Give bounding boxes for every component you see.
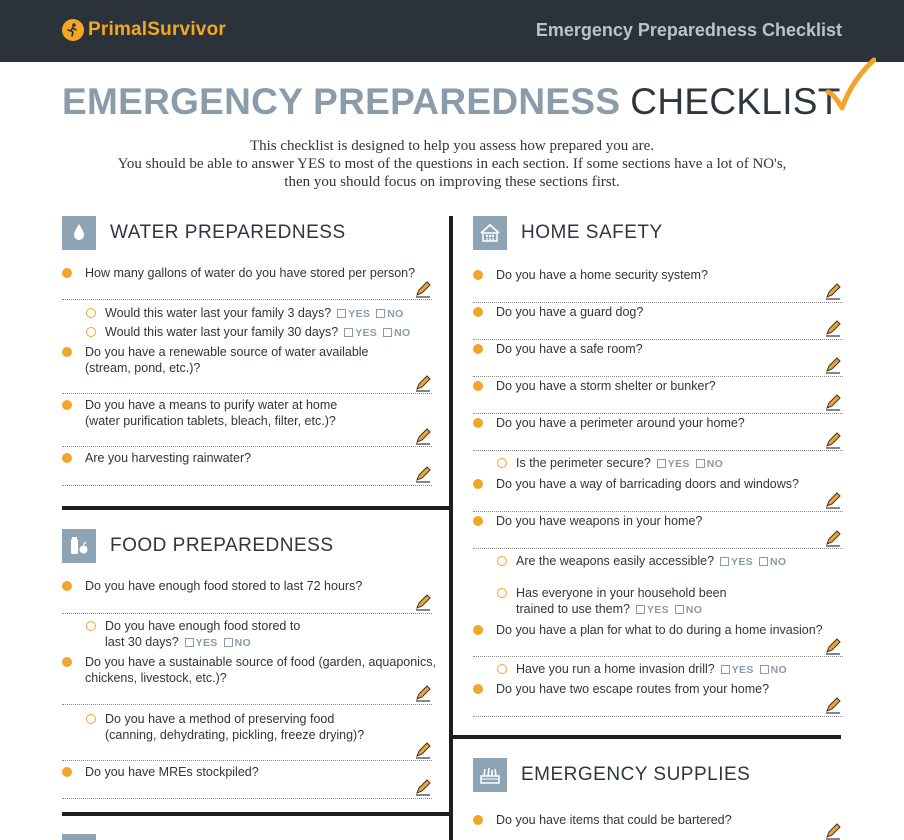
yes-checkbox[interactable] xyxy=(344,328,353,337)
answer-line xyxy=(62,704,432,705)
bullet-dot xyxy=(473,684,483,694)
pencil-icon[interactable] xyxy=(414,427,432,445)
question-line: (stream, pond, etc.)? xyxy=(85,361,201,375)
home-section-title: HOME SAFETY xyxy=(521,222,663,243)
intro-line: then you should focus on improving these sections first. xyxy=(284,174,620,190)
sub-question xyxy=(516,661,787,678)
answer-line xyxy=(62,299,432,300)
answer-line xyxy=(473,376,843,377)
sub-question-text: Would this water last your family 3 days? xyxy=(105,306,332,320)
pencil-icon[interactable] xyxy=(414,741,432,759)
bullet-dot xyxy=(62,767,72,777)
question-line: (water purification tablets, bleach, filter, etc.)? xyxy=(85,414,336,428)
sub-question-text: Would this water last your family 30 days? xyxy=(105,325,339,339)
pencil-icon[interactable] xyxy=(414,684,432,702)
water-section-title: WATER PREPAREDNESS xyxy=(110,222,346,243)
question xyxy=(85,344,369,376)
bullet-dot xyxy=(473,270,483,280)
supplies-section-header xyxy=(473,758,750,792)
question: How many gallons of water do you have stored per person? xyxy=(85,266,416,280)
water-section-header xyxy=(62,216,346,250)
no-label: NO xyxy=(706,458,724,470)
top-bar xyxy=(0,0,904,62)
bullet-dot xyxy=(473,307,483,317)
answer-line xyxy=(473,511,843,512)
yes-checkbox[interactable] xyxy=(657,459,666,468)
yes-checkbox[interactable] xyxy=(185,638,194,647)
no-checkbox[interactable] xyxy=(376,309,385,318)
question: Do you have MREs stockpiled? xyxy=(85,765,259,779)
question: Are you harvesting rainwater? xyxy=(85,451,252,465)
logo[interactable] xyxy=(62,16,226,44)
intro-line: You should be able to answer YES to most of the questions in each section. If some sections have a lot of NO's, xyxy=(117,156,787,172)
sub-question xyxy=(105,711,364,743)
answer-line xyxy=(473,716,843,717)
question: Do you have a guard dog? xyxy=(496,305,644,319)
pencil-icon[interactable] xyxy=(414,280,432,298)
sub-question-text: trained to use them? xyxy=(516,602,630,616)
no-label: NO xyxy=(685,604,703,616)
bullet-ring xyxy=(86,327,96,337)
answer-line xyxy=(473,548,843,549)
no-checkbox[interactable] xyxy=(760,665,769,674)
answer-line xyxy=(62,393,432,394)
bullet-ring xyxy=(497,588,507,598)
yes-checkbox[interactable] xyxy=(720,557,729,566)
question: Do you have a perimeter around your home? xyxy=(496,416,745,430)
question: Do you have two escape routes from your home? xyxy=(496,682,770,696)
yes-checkbox[interactable] xyxy=(337,309,346,318)
no-checkbox[interactable] xyxy=(696,459,705,468)
sub-question-text: Do you have a method of preserving food xyxy=(105,712,335,726)
yes-checkbox[interactable] xyxy=(721,665,730,674)
section-divider xyxy=(453,735,841,739)
bullet-ring xyxy=(497,556,507,566)
bullet-dot xyxy=(62,268,72,278)
sub-question xyxy=(105,618,300,651)
sub-question-text: Is the perimeter secure? xyxy=(516,456,651,470)
yes-label: YES xyxy=(667,458,690,470)
pencil-icon[interactable] xyxy=(824,822,842,840)
supplies-section-title: EMERGENCY SUPPLIES xyxy=(521,764,751,785)
sub-question xyxy=(516,553,786,570)
pencil-icon[interactable] xyxy=(414,593,432,611)
runner-icon xyxy=(62,19,84,41)
question: Do you have items that could be bartered? xyxy=(496,813,732,827)
no-label: NO xyxy=(770,664,787,676)
answer-line xyxy=(62,485,432,486)
checkmark-icon xyxy=(824,56,876,114)
page-title-light: CHECKLIST xyxy=(630,81,841,122)
no-label: NO xyxy=(769,556,787,568)
bullet-dot xyxy=(473,516,483,526)
bullet-ring xyxy=(497,664,507,674)
intro-text xyxy=(40,137,864,191)
bullet-dot xyxy=(473,625,483,635)
yes-label: YES xyxy=(731,556,753,568)
column-divider xyxy=(449,216,453,840)
question: Do you have a way of barricading doors and windows? xyxy=(496,477,799,491)
pencil-icon[interactable] xyxy=(824,282,842,300)
pencil-icon[interactable] xyxy=(414,374,432,392)
no-label: NO xyxy=(394,327,411,339)
question xyxy=(85,397,337,429)
bullet-dot xyxy=(62,581,72,591)
answer-line xyxy=(473,450,843,451)
food-section-title: FOOD PREPAREDNESS xyxy=(110,535,334,556)
pencil-icon[interactable] xyxy=(824,393,842,411)
pencil-icon[interactable] xyxy=(824,491,842,509)
answer-line xyxy=(473,339,843,340)
question-line: chickens, livestock, etc.)? xyxy=(85,671,227,685)
food-icon xyxy=(62,529,96,563)
bullet-dot xyxy=(62,453,72,463)
section-divider xyxy=(62,506,451,510)
bullet-dot xyxy=(62,400,72,410)
sub-question xyxy=(105,324,410,341)
header-title: Emergency Preparedness Checklist xyxy=(535,20,842,40)
question: Do you have a plan for what to do during a home invasion? xyxy=(496,623,823,637)
no-label: NO xyxy=(234,637,251,649)
bullet-ring xyxy=(86,308,96,318)
pencil-icon[interactable] xyxy=(414,778,432,796)
bullet-dot xyxy=(473,479,483,489)
answer-line xyxy=(62,613,432,614)
sub-question-text: (canning, dehydrating, pickling, freeze drying)? xyxy=(105,728,365,742)
pencil-icon[interactable] xyxy=(824,431,842,449)
food-section-header xyxy=(62,529,334,563)
yes-label: YES xyxy=(731,664,754,676)
question: Do you have a safe room? xyxy=(496,342,643,356)
answer-line xyxy=(473,302,843,303)
sub-question-text: Do you have enough food stored to xyxy=(105,619,301,633)
no-checkbox[interactable] xyxy=(675,605,684,614)
yes-label: YES xyxy=(348,308,371,320)
bullet-dot xyxy=(473,381,483,391)
sub-question-text: Have you run a home invasion drill? xyxy=(516,662,715,676)
logo-text: PrimalSurvivor xyxy=(88,19,226,40)
sub-question xyxy=(516,455,723,472)
intro-line: This checklist is designed to help you assess how prepared you are. xyxy=(249,138,655,154)
yes-checkbox[interactable] xyxy=(636,605,645,614)
answer-line xyxy=(62,798,432,799)
pencil-icon[interactable] xyxy=(824,637,842,655)
question xyxy=(85,654,436,686)
yes-label: YES xyxy=(355,327,378,339)
question: Do you have enough food stored to last 72 hours? xyxy=(85,579,363,593)
yes-label: YES xyxy=(195,637,218,649)
no-checkbox[interactable] xyxy=(383,328,392,337)
pencil-icon[interactable] xyxy=(414,465,432,483)
page-title-bold: EMERGENCY PREPAREDNESS xyxy=(62,81,621,122)
sub-question-text: Has everyone in your household been xyxy=(516,586,727,600)
page-title xyxy=(62,80,841,124)
question-line: Do you have a renewable source of water available xyxy=(85,345,369,359)
sub-question-text: last 30 days? xyxy=(105,635,179,649)
bullet-ring xyxy=(497,458,507,468)
answer-line xyxy=(62,760,432,761)
pencil-icon[interactable] xyxy=(824,696,842,714)
no-checkbox[interactable] xyxy=(759,557,768,566)
bullet-dot xyxy=(473,815,483,825)
answer-line xyxy=(473,656,843,657)
answer-line xyxy=(62,446,432,447)
bullet-dot xyxy=(473,344,483,354)
question: Do you have weapons in your home? xyxy=(496,514,703,528)
bullet-ring xyxy=(86,714,96,724)
supplies-icon xyxy=(473,758,507,792)
home-section-header xyxy=(473,216,663,250)
water-drop-icon xyxy=(62,216,96,250)
question: Do you have a storm shelter or bunker? xyxy=(496,379,716,393)
no-checkbox[interactable] xyxy=(224,638,233,647)
sub-question xyxy=(105,305,404,322)
question-line: Do you have a sustainable source of food (garden, aquaponics, xyxy=(85,655,436,669)
no-label: NO xyxy=(387,308,404,320)
pencil-icon[interactable] xyxy=(824,319,842,337)
bullet-dot xyxy=(473,418,483,428)
question: Do you have a home security system? xyxy=(496,268,708,282)
section-divider xyxy=(62,812,451,816)
section-icon xyxy=(62,834,96,840)
sub-question-text: Are the weapons easily accessible? xyxy=(516,554,715,568)
answer-line xyxy=(473,413,843,414)
yes-label: YES xyxy=(646,604,669,616)
home-icon xyxy=(473,216,507,250)
pencil-icon[interactable] xyxy=(824,356,842,374)
bullet-ring xyxy=(86,621,96,631)
pencil-icon[interactable] xyxy=(824,529,842,547)
sub-question xyxy=(516,585,727,618)
bullet-dot xyxy=(62,347,72,357)
bullet-dot xyxy=(62,657,72,667)
question-line: Do you have a means to purify water at home xyxy=(85,398,338,412)
